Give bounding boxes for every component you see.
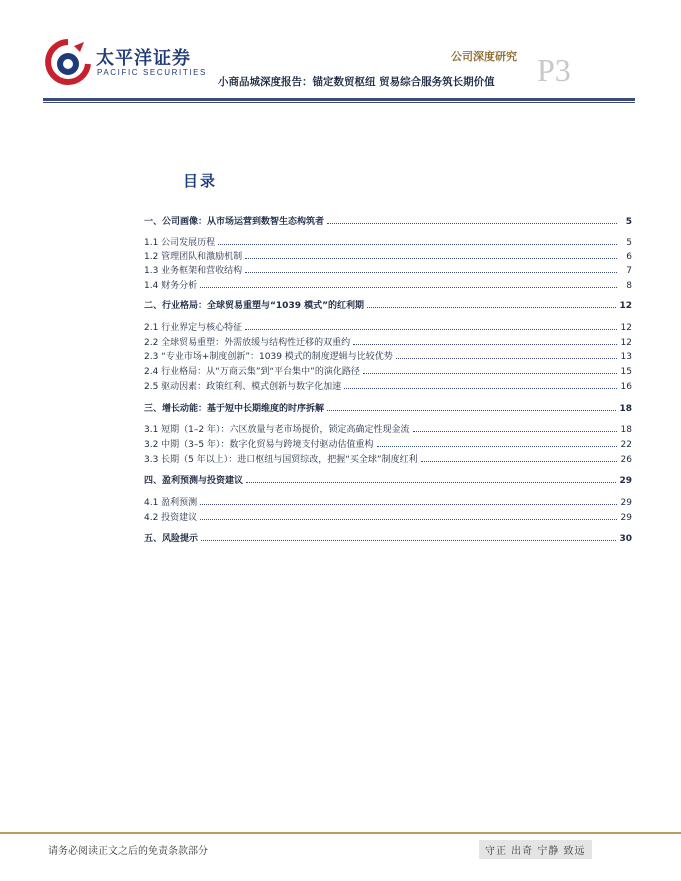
toc-dot-leader xyxy=(245,271,617,273)
toc-entry-page: 6 xyxy=(626,252,632,262)
toc-entry[interactable] xyxy=(144,400,632,414)
toc-entry-label: 3.2 中期（3–5 年）：数字化贸易与跨境支付驱动估值重构 xyxy=(144,440,374,450)
toc-entry-label: 一、公司画像：从市场运营到数智生态构筑者 xyxy=(144,217,325,227)
toc-entry[interactable] xyxy=(144,436,632,450)
toc-dot-leader xyxy=(218,243,617,245)
toc-entry[interactable] xyxy=(144,213,632,227)
company-logo xyxy=(44,38,214,86)
toc-entry[interactable] xyxy=(144,363,632,377)
toc-entry-page: 5 xyxy=(625,217,632,227)
toc-dot-leader xyxy=(367,306,616,308)
toc-dot-leader xyxy=(200,518,617,520)
toc-entry-page: 30 xyxy=(619,534,632,544)
toc-entry-page: 18 xyxy=(620,425,632,435)
header-divider xyxy=(43,98,635,101)
toc-entry-label: 二、行业格局：全球贸易重塑与“1039 模式”的红利期 xyxy=(144,301,365,311)
toc-dot-leader xyxy=(245,328,617,330)
toc-dot-leader xyxy=(421,460,617,462)
footer-disclaimer: 请务必阅读正文之后的免责条款部分 xyxy=(48,846,208,857)
header-divider-thin xyxy=(43,102,635,103)
toc-entry[interactable] xyxy=(144,234,632,248)
toc-entry-page: 8 xyxy=(626,281,632,291)
toc-entry-page: 22 xyxy=(620,440,632,450)
toc-entry[interactable] xyxy=(144,509,632,523)
toc-entry[interactable] xyxy=(144,472,632,486)
toc-dot-leader xyxy=(344,387,617,389)
toc-dot-leader xyxy=(377,445,618,447)
toc-entry-page: 15 xyxy=(620,367,632,377)
toc-entry[interactable] xyxy=(144,319,632,333)
toc-entry[interactable] xyxy=(144,451,632,465)
toc-entry[interactable] xyxy=(144,530,632,544)
toc-dot-leader xyxy=(200,503,617,505)
toc-dot-leader xyxy=(396,357,617,359)
toc-entry-label: 1.2 管理团队和激励机制 xyxy=(144,252,243,262)
toc-entry-page: 29 xyxy=(620,498,632,508)
toc-dot-leader xyxy=(201,539,616,541)
toc-entry-page: 26 xyxy=(620,455,632,465)
toc-dot-leader xyxy=(245,257,617,259)
toc-entry-page: 12 xyxy=(620,323,632,333)
toc-entry-page: 12 xyxy=(620,338,632,348)
toc-entry[interactable] xyxy=(144,494,632,508)
toc-dot-leader xyxy=(353,343,617,345)
toc-entry-label: 2.5 驱动因素：政策红利、模式创新与数字化加速 xyxy=(144,382,342,392)
footer-divider xyxy=(0,832,681,834)
toc-entry[interactable] xyxy=(144,248,632,262)
report-type: 公司深度研究 xyxy=(451,50,517,63)
logo-chinese-name: 太平洋证券 xyxy=(96,48,191,69)
toc-entry-page: 29 xyxy=(620,513,632,523)
toc-entry-label: 2.1 行业界定与核心特征 xyxy=(144,323,243,333)
toc-entry-label: 2.4 行业格局：从“万商云集”到“平台集中”的演化路径 xyxy=(144,367,360,377)
toc-dot-leader xyxy=(246,481,616,483)
toc-entry-page: 18 xyxy=(619,404,632,414)
toc-entry-label: 1.1 公司发展历程 xyxy=(144,238,216,248)
toc-dot-leader xyxy=(413,430,618,432)
toc-entry-label: 2.2 全球贸易重塑：外需放缓与结构性迁移的双重约 xyxy=(144,338,351,348)
toc-entry-page: 5 xyxy=(626,238,632,248)
toc-entry-label: 3.3 长期（5 年以上）：进口枢纽与国贸综改，把握“买全球”制度红利 xyxy=(144,455,418,465)
toc-entry-label: 2.3 “专业市场+制度创新”：1039 模式的制度逻辑与比较优势 xyxy=(144,352,393,362)
toc-entry-page: 16 xyxy=(620,382,632,392)
toc-entry-label: 五、风险提示 xyxy=(144,534,199,544)
toc-entry-label: 1.3 业务框架和营收结构 xyxy=(144,266,243,276)
toc-entry[interactable] xyxy=(144,421,632,435)
toc-entry-label: 3.1 短期（1–2 年）：六区放量与老市场提价，锁定高确定性现金流 xyxy=(144,425,410,435)
toc-dot-leader xyxy=(363,372,617,374)
toc-entry-page: 7 xyxy=(626,266,632,276)
toc-title: 目录 xyxy=(183,172,218,190)
toc-dot-leader xyxy=(327,222,617,224)
toc-entry[interactable] xyxy=(144,277,632,291)
report-title: 小商品城深度报告：锚定数贸枢纽 贸易综合服务筑长期价值 xyxy=(218,76,495,88)
toc-entry[interactable] xyxy=(144,262,632,276)
toc-entry-page: 13 xyxy=(620,352,632,362)
pacific-securities-logo-icon xyxy=(44,38,92,86)
toc-entry[interactable] xyxy=(144,297,632,311)
toc-entry-page: 12 xyxy=(619,301,632,311)
toc-entry[interactable] xyxy=(144,378,632,392)
toc-entry-label: 四、盈利预测与投资建议 xyxy=(144,476,244,486)
toc-entry-label: 4.1 盈利预测 xyxy=(144,498,198,508)
toc-dot-leader xyxy=(200,286,617,288)
toc-entry[interactable] xyxy=(144,348,632,362)
page-number: P3 xyxy=(537,52,571,88)
toc-entry-label: 1.4 财务分析 xyxy=(144,281,198,291)
toc-dot-leader xyxy=(327,409,616,411)
toc-entry-page: 29 xyxy=(619,476,632,486)
footer-motto: 守正 出奇 宁静 致远 xyxy=(479,840,592,859)
toc-entry-label: 三、增长动能：基于短中长期维度的时序拆解 xyxy=(144,404,325,414)
logo-english-name: PACIFIC SECURITIES xyxy=(97,68,207,77)
toc-entry[interactable] xyxy=(144,334,632,348)
toc-entry-label: 4.2 投资建议 xyxy=(144,513,198,523)
